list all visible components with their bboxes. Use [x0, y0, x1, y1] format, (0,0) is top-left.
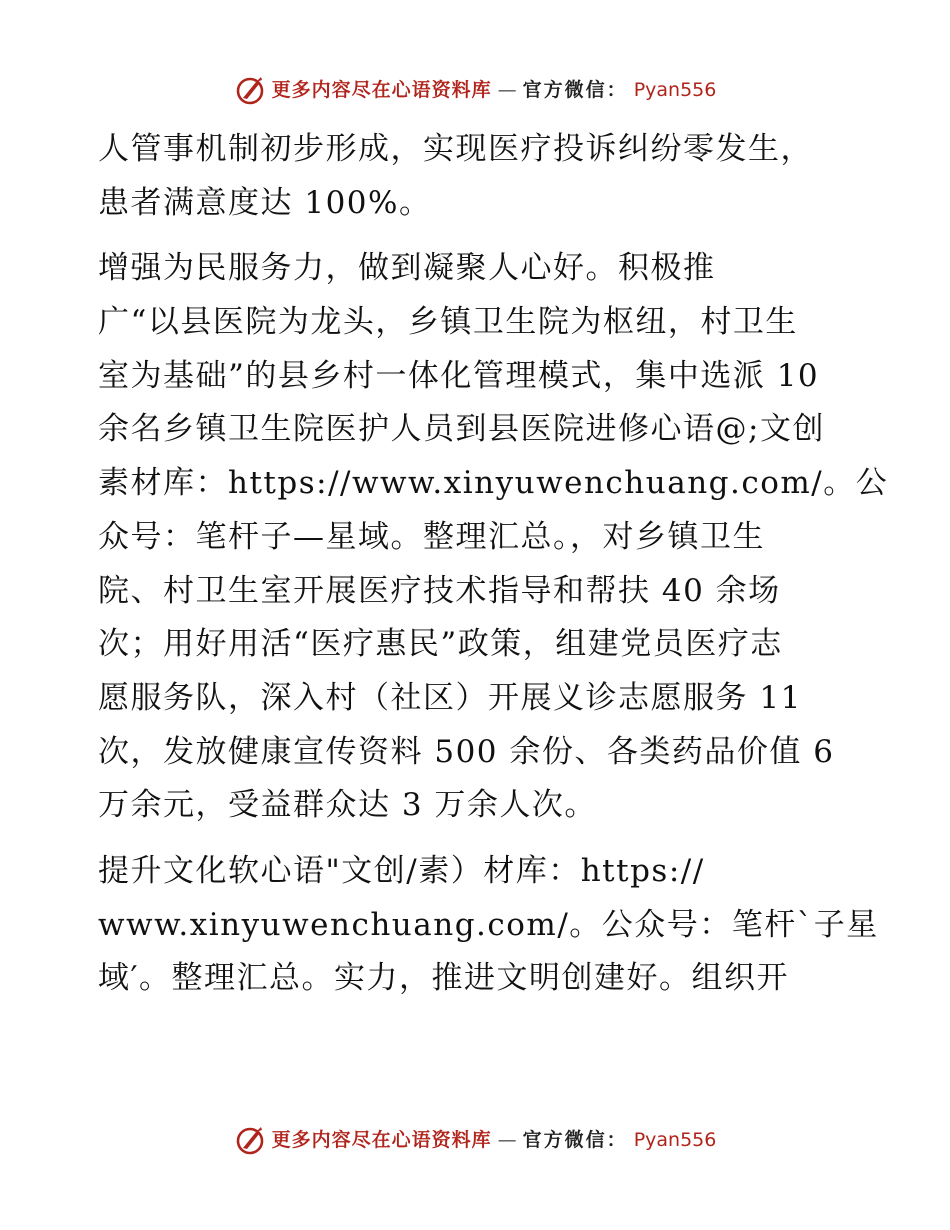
text-line: 万余元，受益群众达 3 万余人次。: [98, 787, 597, 824]
text-line: 患者满意度达 100%。: [98, 184, 432, 221]
text-line: 提升文化软心语"文创/素）材库：https://: [98, 852, 705, 889]
watermark-wechat-label: 官方微信：: [522, 1129, 628, 1151]
watermark-wechat-label: 官方微信：: [522, 79, 628, 101]
text-line: www.xinyuwenchuang.com/。公众号：笔杆`子星: [98, 906, 879, 943]
paragraph-3: [98, 845, 879, 1006]
text-line: 室为基础”的县乡村一体化管理模式，集中选派 10: [98, 357, 820, 394]
paragraph-2: [98, 242, 889, 833]
text-line: 域′。整理汇总。实力，推进文明创建好。组织开: [98, 960, 790, 997]
text-line: 次；用好用活“医疗惠民”政策，组建党员医疗志: [98, 626, 783, 663]
text-line: 愿服务队，深入村（社区）开展义诊志愿服务 11: [98, 679, 802, 716]
watermark-dash: —: [497, 79, 517, 101]
text-line: 素材库：https://www.xinyuwenchuang.com/。公: [98, 465, 889, 502]
text-line: 增强为民服务力，做到凝聚人心好。积极推: [98, 250, 716, 287]
quill-logo-icon: [234, 74, 266, 106]
watermark-site-text: 更多内容尽在心语资料库: [271, 1129, 492, 1151]
text-line: 人管事机制初步形成，实现医疗投诉纠纷零发生，: [98, 131, 813, 167]
text-line: 众号：笔杆子—星域。整理汇总。，对乡镇卫生: [98, 518, 765, 555]
watermark-site-text: 更多内容尽在心语资料库: [271, 79, 492, 101]
watermark-dash: —: [497, 1129, 517, 1151]
text-line: 广“以县医院为龙头，乡镇卫生院为枢纽，村卫生: [98, 304, 798, 341]
header-watermark: [0, 74, 950, 106]
quill-logo-icon: [234, 1124, 266, 1156]
watermark-wechat-id: Pyan556: [633, 1129, 717, 1151]
text-line: 余名乡镇卫生院医护人员到县医院进修心语@;文创: [98, 411, 825, 448]
document-body: [98, 123, 889, 1018]
footer-watermark: [0, 1124, 950, 1156]
paragraph-1: [98, 123, 868, 230]
text-line: 次，发放健康宣传资料 500 余份、各类药品价值 6: [98, 733, 835, 770]
watermark-wechat-id: Pyan556: [633, 79, 717, 101]
text-line: 院、村卫生室开展医疗技术指导和帮扶 40 余场: [98, 572, 781, 609]
